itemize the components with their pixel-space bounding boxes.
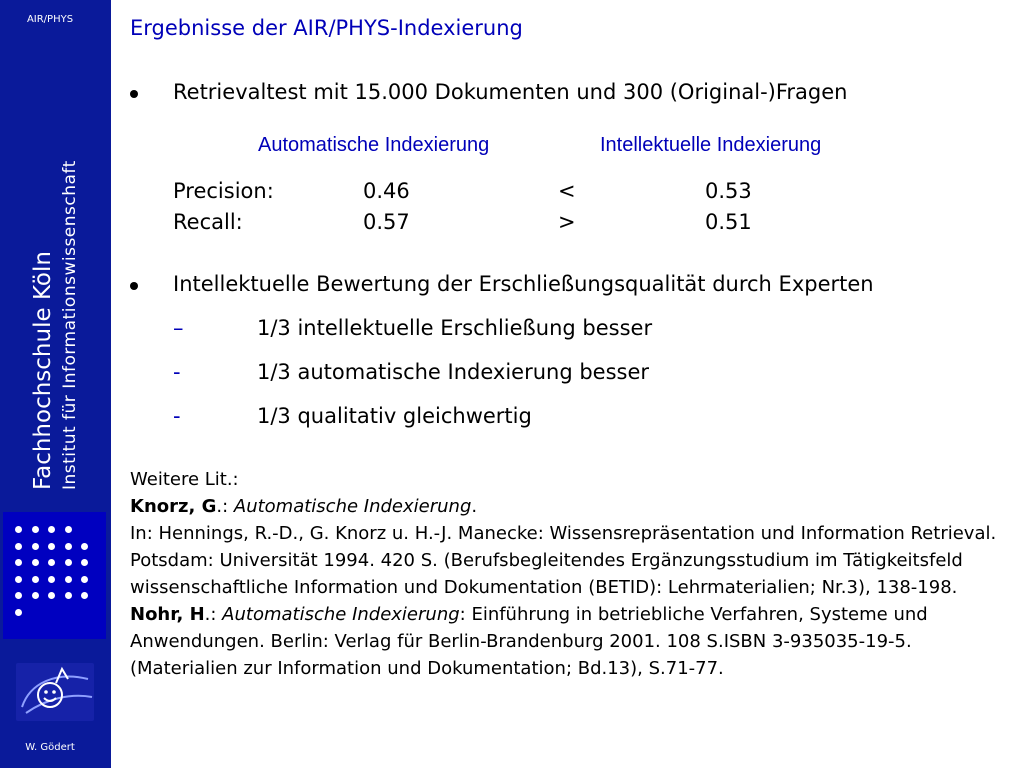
pattern-dot: [15, 609, 22, 616]
bullet-dot-icon: [130, 90, 138, 98]
sub-item-text: 1/3 qualitativ gleichwertig: [257, 404, 532, 428]
literature-ref-1-detail: In: Hennings, R.-D., G. Knorz u. H.-J. Manecke: Wissensrepräsentation und Information Retrieval. Potsdam: Universität 1994. 420 S. (Berufsbegleitendes Ergänzungsstudium im Tätigkeitsfeld wissenschaftliche Information und Dokumentation (BETID): Lehrmaterialien; Nr.3), 138-198.: [130, 523, 997, 598]
metric-op-recall: >: [558, 210, 576, 234]
pattern-dot: [65, 576, 72, 583]
pattern-dot: [15, 576, 22, 583]
pattern-dot: [65, 526, 72, 533]
literature-ref-2: [130, 601, 1005, 682]
pattern-dot: [15, 526, 22, 533]
dot-pattern: [3, 512, 106, 639]
column-header-intel: Intellektuelle Indexierung: [600, 134, 822, 156]
org-subtitle: Institut für Informationswissenschaft: [60, 160, 80, 490]
ref-author: Nohr, H: [130, 604, 205, 625]
pattern-dot: [32, 592, 39, 599]
slide-content: [130, 0, 1010, 768]
column-header-auto: Automatische Indexierung: [258, 134, 490, 156]
metric-label-precision: Precision:: [173, 179, 274, 203]
pattern-dot: [81, 576, 88, 583]
ref-detail: : Einführung in betriebliche Verfahren, Systeme und Anwendungen. Berlin: Verlag für Berlin-Brandenburg 2001. 108 S.ISBN 3-935035-19-5. (Materialien zur Information und Dokumentation; Bd.13), S.71-77.: [130, 604, 928, 679]
pattern-dot: [81, 559, 88, 566]
smiley-logo-icon: [16, 663, 94, 721]
bullet-text: Retrievaltest mit 15.000 Dokumenten und 300 (Original-)Fragen: [173, 80, 848, 104]
sub-item-text: 1/3 intellektuelle Erschließung besser: [257, 316, 653, 340]
ref-author: Knorz, G: [130, 496, 217, 517]
pattern-dot: [32, 576, 39, 583]
literature-ref-1: [130, 493, 1005, 520]
ref-title: Automatische Indexierung: [233, 496, 472, 517]
ref-sep: .:: [204, 604, 223, 625]
pattern-dot: [65, 543, 72, 550]
sidebar: [0, 0, 111, 768]
metric-intel-recall: 0.51: [705, 210, 752, 234]
pattern-dot: [15, 559, 22, 566]
pattern-dot: [48, 543, 55, 550]
pattern-dot: [48, 526, 55, 533]
metric-auto-precision: 0.46: [363, 179, 410, 203]
bullet-dot-icon: [130, 282, 138, 290]
pattern-dot: [65, 592, 72, 599]
pattern-dot: [32, 526, 39, 533]
pattern-dot: [81, 543, 88, 550]
pattern-dot: [48, 559, 55, 566]
sub-item-text: 1/3 automatische Indexierung besser: [257, 360, 650, 384]
metric-auto-recall: 0.57: [363, 210, 410, 234]
sub-item-dash: -: [173, 360, 181, 384]
sub-item-dash: –: [173, 316, 184, 340]
metric-intel-precision: 0.53: [705, 179, 752, 203]
pattern-dot: [48, 592, 55, 599]
ref-end: .: [471, 496, 478, 517]
pattern-dot: [32, 543, 39, 550]
pattern-dot: [65, 559, 72, 566]
metric-op-precision: <: [558, 179, 576, 203]
bullet-text: Intellektuelle Bewertung der Erschließungsqualität durch Experten: [173, 272, 874, 296]
sub-item-dash: -: [173, 404, 181, 428]
sidebar-top-label: AIR/PHYS: [26, 14, 74, 25]
literature-heading: Weitere Lit.:: [130, 469, 239, 490]
ref-title: Automatische Indexierung: [222, 604, 460, 625]
metric-label-recall: Recall:: [173, 210, 243, 234]
pattern-dot: [15, 592, 22, 599]
page-title: Ergebnisse der AIR/PHYS-Indexierung: [130, 16, 523, 40]
pattern-dot: [15, 543, 22, 550]
org-title: Fachhochschule Köln: [30, 251, 56, 490]
ref-sep: .:: [216, 496, 234, 517]
sidebar-org-block: [28, 110, 82, 490]
pattern-dot: [48, 576, 55, 583]
pattern-dot: [81, 592, 88, 599]
literature-block: [130, 466, 1005, 682]
pattern-dot: [32, 559, 39, 566]
author-label: W. Gödert: [25, 742, 75, 753]
